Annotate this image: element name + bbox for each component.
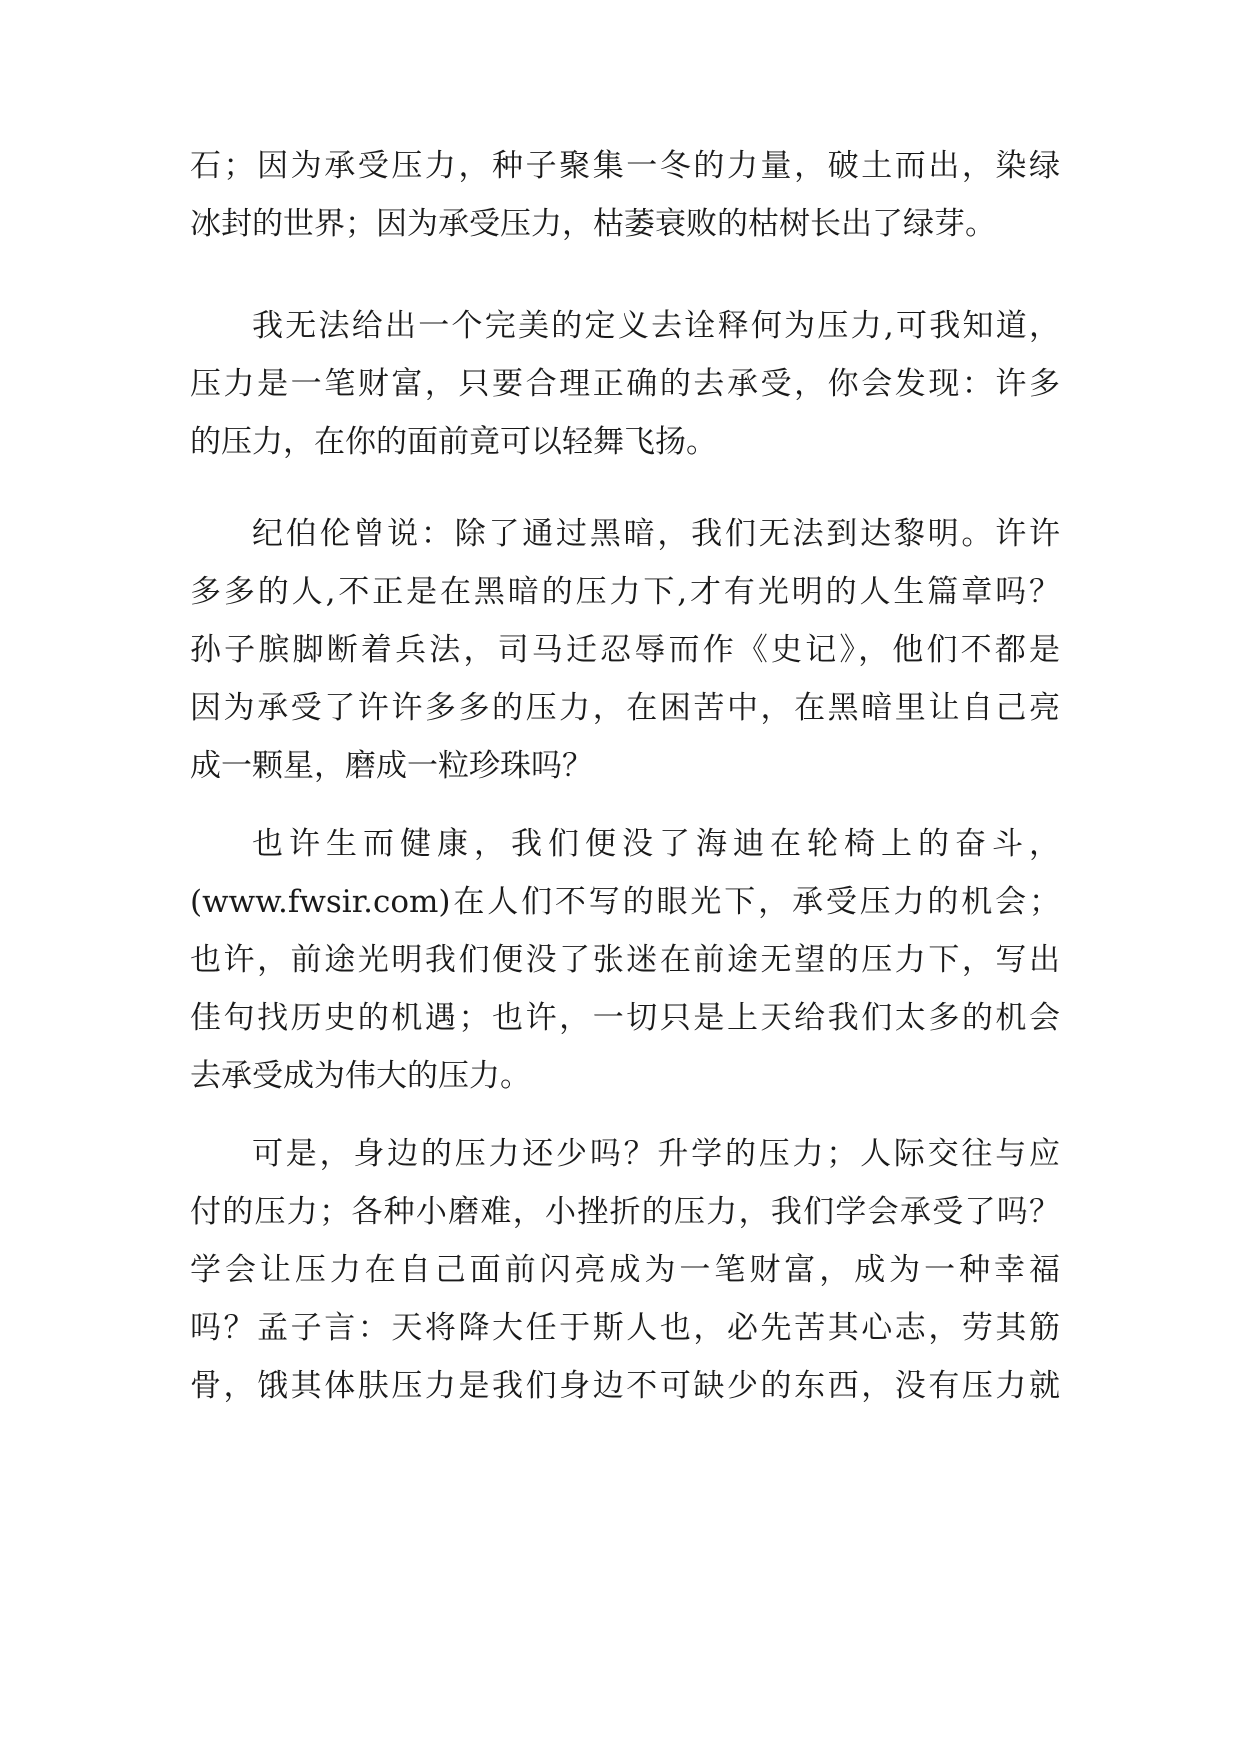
paragraph-line: 多多的人,不正是在黑暗的压力下,才有光明的人生篇章吗？ — [190, 574, 1060, 610]
paragraph-line: 的压力，在你的面前竟可以轻舞飞扬。 — [190, 424, 717, 460]
paragraph-line: 学会让压力在自己面前闪亮成为一笔财富，成为一种幸福 — [190, 1252, 1060, 1288]
paragraph-line: 成一颗星，磨成一粒珍珠吗？ — [190, 748, 593, 784]
paragraph-4 — [190, 815, 1060, 1105]
paragraph-1 — [190, 137, 1060, 253]
paragraph-line: 付的压力；各种小磨难，小挫折的压力，我们学会承受了吗？ — [190, 1194, 1060, 1230]
paragraph-line: 纪伯伦曾说：除了通过黑暗，我们无法到达黎明。许许 — [252, 516, 1060, 552]
paragraph-line: 也许，前途光明我们便没了张迷在前途无望的压力下，写出 — [190, 942, 1060, 978]
paragraph-2 — [190, 297, 1060, 471]
paragraph-line: 压力是一笔财富，只要合理正确的去承受，你会发现：许多 — [190, 366, 1060, 402]
paragraph-line: 冰封的世界；因为承受压力，枯萎衰败的枯树长出了绿芽。 — [190, 206, 996, 242]
paragraph-line: 骨，饿其体肤压力是我们身边不可缺少的东西，没有压力就 — [190, 1368, 1060, 1404]
paragraph-3 — [190, 505, 1060, 795]
paragraph-line: 孙子膑脚断着兵法，司马迁忍辱而作《史记》，他们不都是 — [190, 632, 1060, 668]
paragraph-5 — [190, 1125, 1060, 1415]
paragraph-line: 可是，身边的压力还少吗？升学的压力；人际交往与应 — [252, 1136, 1060, 1172]
paragraph-line: 吗？孟子言：天将降大任于斯人也，必先苦其心志，劳其筋 — [190, 1310, 1060, 1346]
paragraph-line: 也许生而健康，我们便没了海迪在轮椅上的奋斗， — [252, 826, 1060, 862]
paragraph-line: (www.fwsir.com)在人们不写的眼光下，承受压力的机会； — [190, 884, 1060, 920]
paragraph-line: 因为承受了许许多多的压力，在困苦中，在黑暗里让自己亮 — [190, 690, 1060, 726]
paragraph-line: 去承受成为伟大的压力。 — [190, 1058, 531, 1094]
paragraph-line: 佳句找历史的机遇；也许，一切只是上天给我们太多的机会 — [190, 1000, 1060, 1036]
paragraph-line: 我无法给出一个完美的定义去诠释何为压力,可我知道， — [252, 308, 1060, 344]
paragraph-line: 石；因为承受压力，种子聚集一冬的力量，破土而出，染绿 — [190, 148, 1060, 184]
